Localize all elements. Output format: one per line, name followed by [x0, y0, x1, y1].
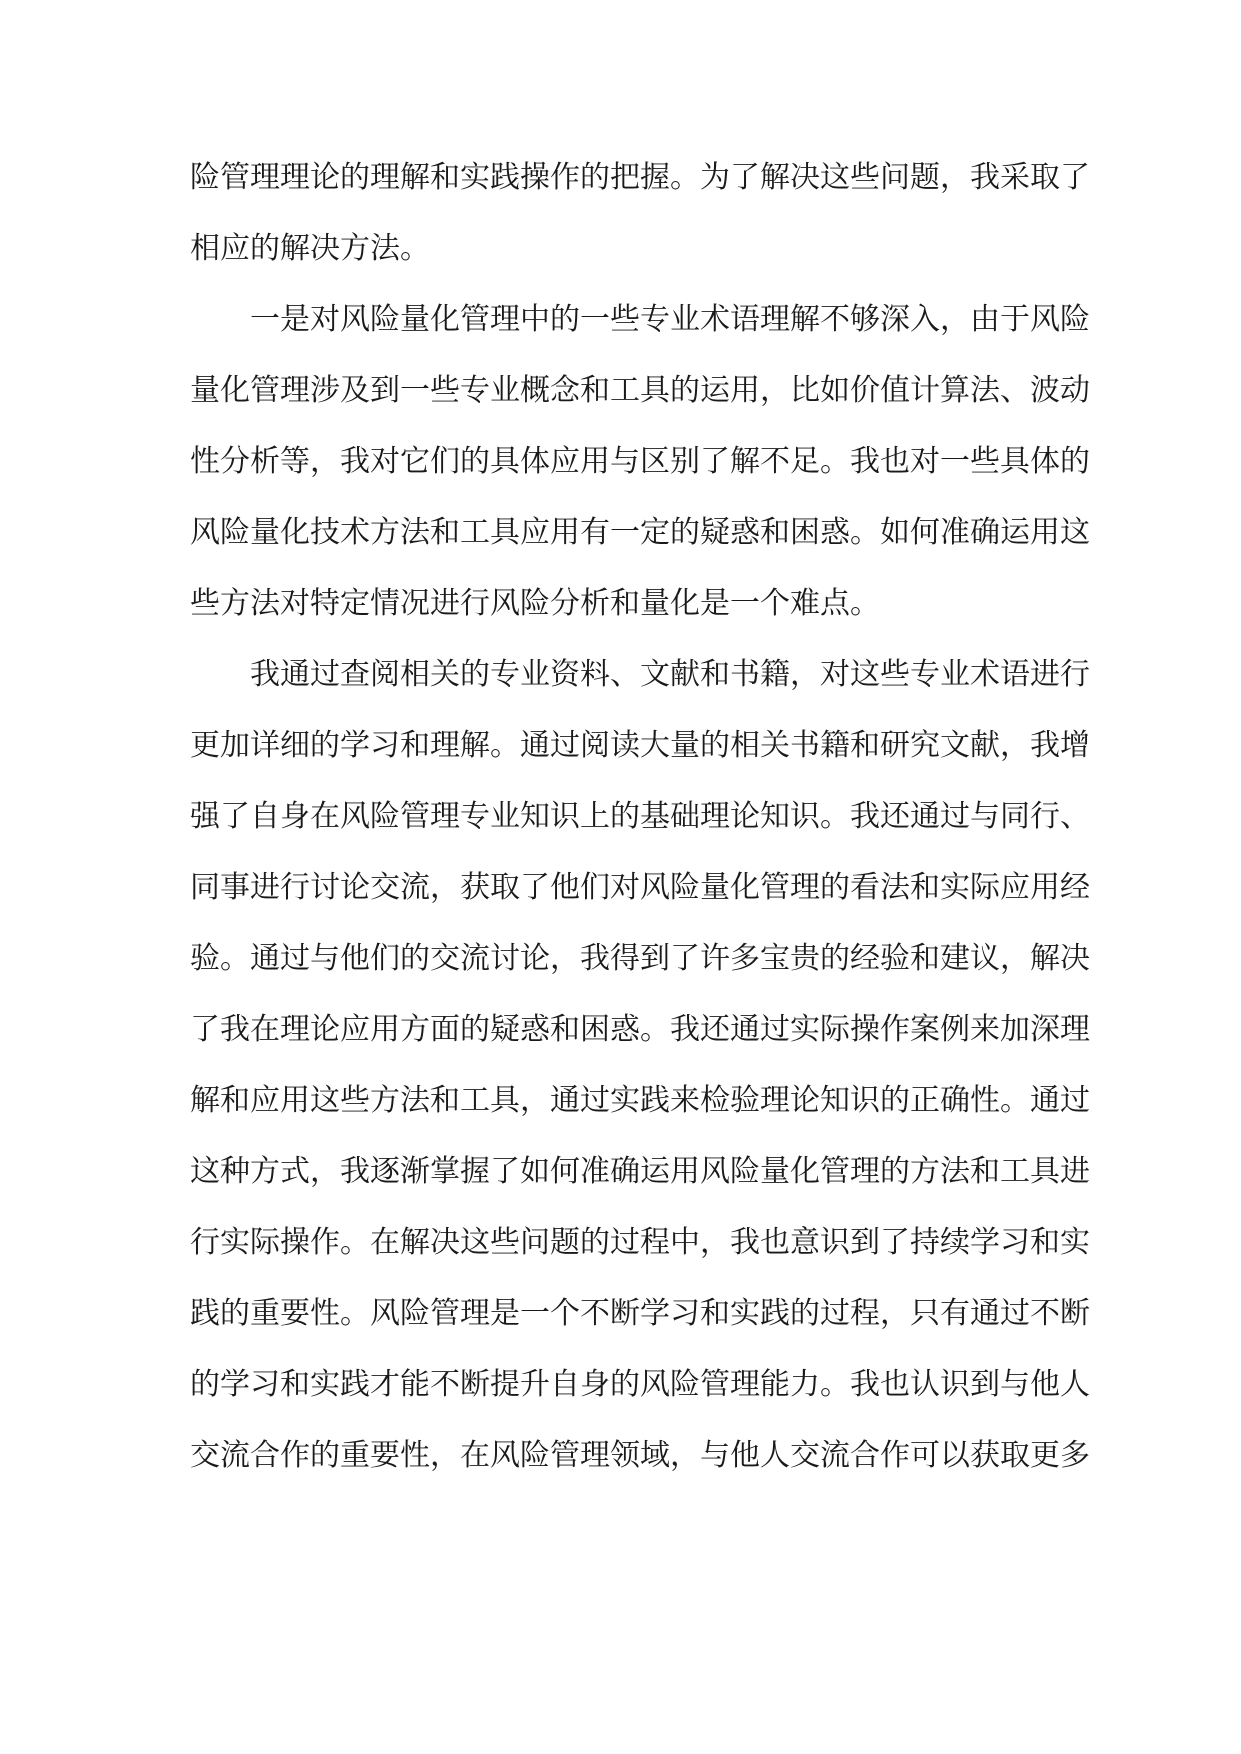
text-line: 践的重要性。风险管理是一个不断学习和实践的过程，只有通过不断: [190, 1296, 1090, 1331]
paragraph-first-line: 我通过查阅相关的专业资料、文献和书籍，对这些专业术语进行: [250, 657, 1090, 692]
text-line: 交流合作的重要性，在风险管理领域，与他人交流合作可以获取更多: [190, 1438, 1090, 1473]
text-line: 的学习和实践才能不断提升自身的风险管理能力。我也认识到与他人: [190, 1367, 1090, 1402]
text-line: 验。通过与他们的交流讨论，我得到了许多宝贵的经验和建议，解决: [190, 941, 1090, 976]
text-line: 这种方式，我逐渐掌握了如何准确运用风险量化管理的方法和工具进: [190, 1154, 1090, 1189]
body-text: [190, 142, 1090, 1491]
text-line: 量化管理涉及到一些专业概念和工具的运用，比如价值计算法、波动: [190, 373, 1090, 408]
paragraph-first-line: 一是对风险量化管理中的一些专业术语理解不够深入，由于风险: [250, 302, 1090, 337]
text-line: 解和应用这些方法和工具，通过实践来检验理论知识的正确性。通过: [190, 1083, 1090, 1118]
text-line: 些方法对特定情况进行风险分析和量化是一个难点。: [190, 586, 880, 621]
text-line: 相应的解决方法。: [190, 231, 430, 266]
text-line: 同事进行讨论交流，获取了他们对风险量化管理的看法和实际应用经: [190, 870, 1090, 905]
text-line: 了我在理论应用方面的疑惑和困惑。我还通过实际操作案例来加深理: [190, 1012, 1090, 1047]
text-line: 强了自身在风险管理专业知识上的基础理论知识。我还通过与同行、: [190, 799, 1090, 834]
text-line: 性分析等，我对它们的具体应用与区别了解不足。我也对一些具体的: [190, 444, 1090, 479]
text-line: 行实际操作。在解决这些问题的过程中，我也意识到了持续学习和实: [190, 1225, 1090, 1260]
text-line: 风险量化技术方法和工具应用有一定的疑惑和困惑。如何准确运用这: [190, 515, 1090, 550]
text-line: 险管理理论的理解和实践操作的把握。为了解决这些问题，我采取了: [190, 160, 1090, 195]
text-line: 更加详细的学习和理解。通过阅读大量的相关书籍和研究文献，我增: [190, 728, 1090, 763]
